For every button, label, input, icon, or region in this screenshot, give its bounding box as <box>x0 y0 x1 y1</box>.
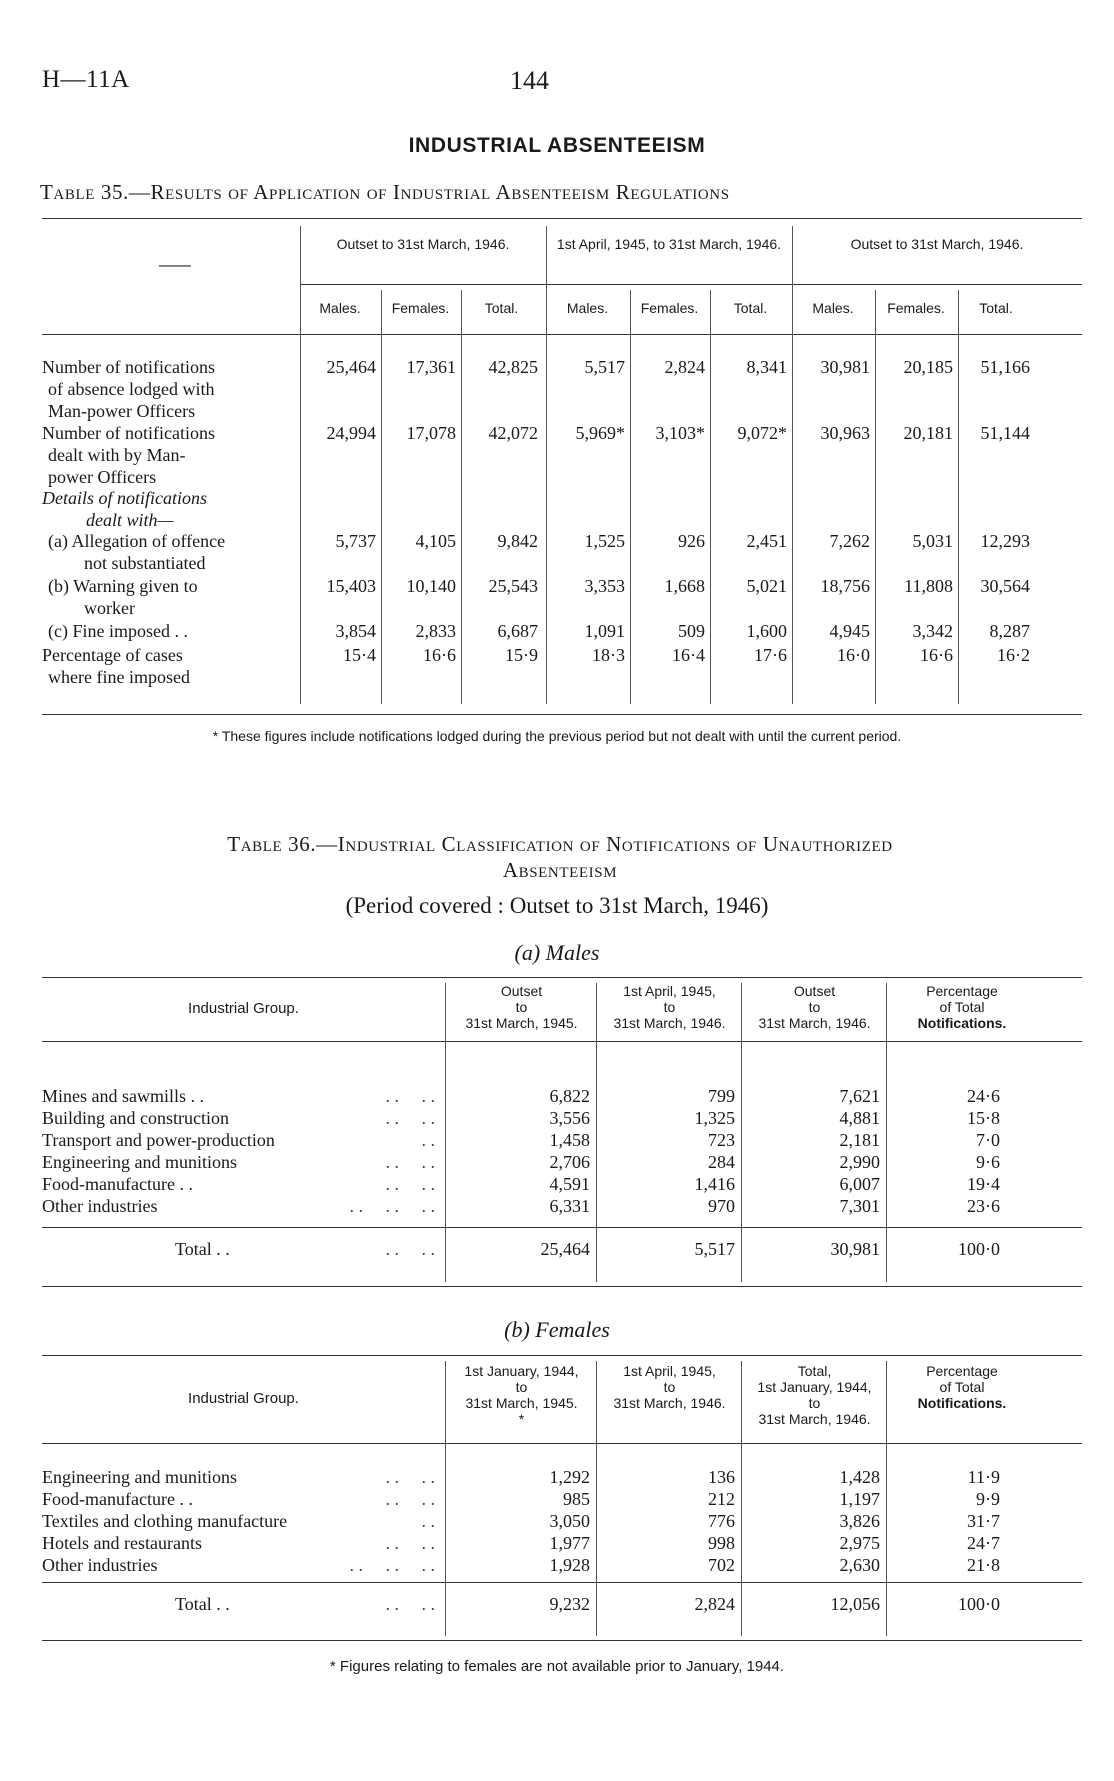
table-cell: 2,706 <box>549 1152 590 1172</box>
total-cell: 25,464 <box>540 1239 590 1259</box>
column-header <box>886 1363 1038 1411</box>
row-label: Other industries <box>42 1555 158 1575</box>
table-total-rule <box>42 1582 1082 1583</box>
table-cell: 702 <box>708 1555 735 1575</box>
column-header-line: Total, <box>797 1363 832 1379</box>
table-35-row-label: where fine imposed <box>48 667 190 687</box>
table-35-subcolumn-header: Females. <box>887 300 945 316</box>
table-35-cell: 6,687 <box>497 621 538 641</box>
column-header <box>445 1363 598 1427</box>
table-35-cell: 24,994 <box>326 423 376 443</box>
table-35-cell: 51,144 <box>980 423 1030 443</box>
column-header-line: 31st March, 1945. <box>465 1015 578 1031</box>
table-35-cell: 18·3 <box>592 645 625 665</box>
table-35-cell: 1,668 <box>664 576 705 596</box>
table-35-group-header: 1st April, 1945, to 31st March, 1946. <box>556 236 782 252</box>
table-36b-subtitle: (b) Females <box>504 1317 610 1342</box>
table-35-cell: 42,825 <box>488 357 538 377</box>
total-cell: 9,232 <box>549 1594 590 1614</box>
row-leader-dots: . . . . <box>385 1086 435 1106</box>
table-35-cell: 8,341 <box>746 357 787 377</box>
column-header-line: Outset <box>793 983 836 999</box>
table-35-subcolumn-header: Females. <box>391 300 450 316</box>
table-35-cell: 12,293 <box>980 531 1030 551</box>
row-label: Food-manufacture . . <box>42 1174 193 1194</box>
column-header-line: 1st January, 1944, <box>464 1363 579 1379</box>
table-35-subcolumn-header: Males. <box>566 300 609 316</box>
total-label: Total . . <box>175 1594 230 1614</box>
table-cell: 723 <box>708 1130 735 1150</box>
table-35-row-label: dealt with by Man- <box>48 445 186 465</box>
table-35-cell: 18,756 <box>820 576 870 596</box>
table-35-group-header: Outset to 31st March, 1946. <box>850 236 1024 252</box>
table-cell: 7,621 <box>839 1086 880 1106</box>
row-leader-dots: . . . . <box>385 1489 435 1509</box>
row-leader-dots: . . <box>421 1511 435 1531</box>
table-cell: 799 <box>708 1086 735 1106</box>
total-cell: 5,517 <box>694 1239 735 1259</box>
table-total-rule <box>42 1227 1082 1228</box>
table-35-cell: 17,361 <box>406 357 456 377</box>
table-cell: 15·8 <box>967 1108 1000 1128</box>
column-header-line: 31st March, 1946. <box>758 1015 871 1031</box>
row-leader-dots: . . . . <box>385 1152 435 1172</box>
table-35-row-label: (a) Allegation of offence <box>48 531 226 551</box>
table-35-cell: 4,105 <box>415 531 456 551</box>
table-35-row-label: Man-power Officers <box>48 401 196 421</box>
total-cell: 2,824 <box>694 1594 735 1614</box>
table-top-rule <box>42 977 1082 978</box>
row-leader-dots: . . . . <box>385 1467 435 1487</box>
table-35-cell: 25,543 <box>488 576 538 596</box>
column-header-line: Percentage <box>926 1363 998 1379</box>
total-leader-dots: . . . . <box>385 1239 435 1259</box>
table-35-cell: 3,103* <box>655 423 705 443</box>
table-cell: 2,975 <box>839 1533 880 1553</box>
table-35-cell: 9,842 <box>497 531 538 551</box>
table-35-row-label: Number of notifications <box>42 357 215 377</box>
row-label: Transport and power-production <box>42 1130 275 1150</box>
table-35-cell: 2,833 <box>415 621 456 641</box>
table-cell: 6,331 <box>549 1196 590 1216</box>
table-35-footnote: * These figures include notifications lodged during the previous period but not dealt with until the current period. <box>212 728 902 744</box>
table-cell: 136 <box>708 1467 735 1487</box>
table-35-row-label: Details of notifications <box>42 488 207 508</box>
table-35-cell: 16·4 <box>672 645 705 665</box>
table-36-title-line-1: Table 36.—Industrial Classification of Notifications of Unauthorized <box>227 832 893 856</box>
table-cell: 212 <box>708 1489 735 1509</box>
section-title: INDUSTRIAL ABSENTEEISM <box>408 134 706 157</box>
column-header-line: of Total <box>939 999 985 1015</box>
table-35-header-rule <box>42 334 1082 335</box>
column-header-line: 1st January, 1944, <box>757 1379 872 1395</box>
table-35-cell: 5,021 <box>746 576 787 596</box>
table-36-title-line-2: Absenteeism <box>502 858 618 882</box>
column-header <box>886 983 1038 1031</box>
table-bottom-rule <box>42 1286 1082 1287</box>
table-top-rule <box>42 1355 1082 1356</box>
table-35-row-label: (c) Fine imposed . . <box>48 621 188 641</box>
table-35-cell: 20,185 <box>903 357 953 377</box>
table-cell: 284 <box>708 1152 735 1172</box>
column-header-line: of Total <box>939 1379 985 1395</box>
table-35-cell: 1,091 <box>584 621 625 641</box>
table-cell: 3,826 <box>839 1511 880 1531</box>
table-cell: 6,822 <box>549 1086 590 1106</box>
table-cell: 31·7 <box>967 1511 1000 1531</box>
column-header <box>445 983 598 1031</box>
table-35-row-label: worker <box>84 598 135 618</box>
table-cell: 6,007 <box>839 1174 880 1194</box>
table-cell: 985 <box>563 1489 590 1509</box>
table-cell: 7·0 <box>976 1130 1000 1150</box>
column-header-line: 31st March, 1946. <box>613 1015 726 1031</box>
column-header <box>596 1363 743 1411</box>
row-label: Food-manufacture . . <box>42 1489 193 1509</box>
page-number: 144 <box>510 66 549 95</box>
table-35-cell: 9,072* <box>737 423 787 443</box>
table-35-subcolumn-header: Total. <box>484 300 519 316</box>
table-35-cell: 1,525 <box>584 531 625 551</box>
table-cell: 24·6 <box>967 1086 1000 1106</box>
table-cell: 9·9 <box>976 1489 1000 1509</box>
table-35-subcolumn-header: Total. <box>979 300 1013 316</box>
table-35-cell: 16·2 <box>997 645 1030 665</box>
table-cell: 7,301 <box>839 1196 880 1216</box>
table-35-cell: 17·6 <box>754 645 787 665</box>
table-35-subcolumn-header: Total. <box>733 300 768 316</box>
column-header-line: to <box>663 999 676 1015</box>
column-header-line: to <box>808 1395 821 1411</box>
row-label: Textiles and clothing manufacture <box>42 1511 288 1531</box>
table-cell: 3,050 <box>549 1511 590 1531</box>
table-35-cell: 30,981 <box>820 357 870 377</box>
column-header-line: Notifications. <box>917 1015 1007 1031</box>
column-header-line: Percentage <box>926 983 998 999</box>
column-header-line: Notifications. <box>917 1395 1007 1411</box>
row-leader-dots: . . . . <box>385 1108 435 1128</box>
table-cell: 21·8 <box>967 1555 1000 1575</box>
total-cell: 30,981 <box>830 1239 880 1259</box>
table-35-group-header: Outset to 31st March, 1946. <box>336 236 510 252</box>
table-35-subcolumn-header: Males. <box>812 300 854 316</box>
column-header-line: 31st March, 1945. <box>465 1395 578 1411</box>
table-35-cell: 5,969* <box>575 423 625 443</box>
column-header <box>741 1363 888 1427</box>
table-35-row-label: not substantiated <box>84 553 206 573</box>
table-35-cell: 926 <box>678 531 705 551</box>
table-cell: 2,630 <box>839 1555 880 1575</box>
total-label: Total . . <box>175 1239 230 1259</box>
column-header-line: 31st March, 1946. <box>758 1411 871 1427</box>
table-cell: 2,181 <box>839 1130 880 1150</box>
table-35-cell: 10,140 <box>406 576 456 596</box>
table-35-row-label: (b) Warning given to <box>48 576 198 596</box>
table-35-cell: 5,031 <box>912 531 953 551</box>
table-35-cell: 15,403 <box>326 576 376 596</box>
table-35-cell: 16·0 <box>837 645 870 665</box>
table-35-cell: 2,824 <box>664 357 705 377</box>
table-cell: 4,591 <box>549 1174 590 1194</box>
table-cell: 11·9 <box>967 1467 1000 1487</box>
table-cell: 9·6 <box>976 1152 1000 1172</box>
row-label: Engineering and munitions <box>42 1467 237 1487</box>
table-cell: 1,977 <box>549 1533 590 1553</box>
column-header <box>596 983 743 1031</box>
table-35-cell: 3,854 <box>335 621 376 641</box>
row-label: Other industries <box>42 1196 158 1216</box>
table-35-cell: 42,072 <box>488 423 538 443</box>
row-label: Hotels and restaurants <box>42 1533 202 1553</box>
table-35-cell: 7,262 <box>829 531 870 551</box>
column-header-line: * <box>518 1411 525 1427</box>
table-35-subcolumn-header: Females. <box>640 300 699 316</box>
table-36a-subtitle: (a) Males <box>514 940 600 965</box>
row-leader-dots: . . . . . . <box>349 1196 435 1216</box>
document-reference: H—11A <box>42 66 130 93</box>
column-header-line: 1st April, 1945, <box>623 983 716 999</box>
table-35-cell: 3,353 <box>584 576 625 596</box>
table-cell: 1,325 <box>694 1108 735 1128</box>
total-cell: 12,056 <box>830 1594 880 1614</box>
table-cell: 3,556 <box>549 1108 590 1128</box>
table-36-title <box>40 831 1080 883</box>
column-header <box>741 983 888 1031</box>
column-header-line: to <box>515 999 528 1015</box>
table-35-cell: 1,600 <box>746 621 787 641</box>
table-35-cell: 30,564 <box>980 576 1030 596</box>
table-35-cell: 20,181 <box>903 423 953 443</box>
table-35-cell: 30,963 <box>820 423 870 443</box>
table-35-row-label: power Officers <box>48 467 157 487</box>
column-header-industrial-group: Industrial Group. <box>188 1000 299 1017</box>
table-35-subcolumn-header: Males. <box>319 300 361 316</box>
table-35-bottom-rule <box>42 714 1082 715</box>
column-header-line: to <box>808 999 821 1015</box>
table-35-row-label: Percentage of cases <box>42 645 183 665</box>
table-cell: 1,458 <box>549 1130 590 1150</box>
table-cell: 24·7 <box>967 1533 1000 1553</box>
table-35-cell: 5,517 <box>584 357 625 377</box>
table-cell: 1,292 <box>549 1467 590 1487</box>
table-36-period: (Period covered : Outset to 31st March, 1946) <box>345 893 769 918</box>
table-35-cell: 16·6 <box>920 645 953 665</box>
table-35-top-rule <box>42 218 1082 219</box>
table-35-cell: 51,166 <box>980 357 1030 377</box>
table-cell: 1,428 <box>839 1467 880 1487</box>
table-35-cell: 3,342 <box>912 621 953 641</box>
column-header-line: to <box>663 1379 676 1395</box>
table-35-cell: 25,464 <box>326 357 376 377</box>
table-header-rule <box>42 1443 1082 1444</box>
table-35-cell: 509 <box>678 621 705 641</box>
table-35-cell: 5,737 <box>335 531 376 551</box>
table-35-row-label: Number of notifications <box>42 423 215 443</box>
column-header-line: Outset <box>500 983 543 999</box>
table-35-cell: 8,287 <box>989 621 1030 641</box>
row-label: Engineering and munitions <box>42 1152 237 1172</box>
row-label: Mines and sawmills . . <box>42 1086 204 1106</box>
table-cell: 1,416 <box>694 1174 735 1194</box>
table-35-corner: —— <box>159 257 191 274</box>
table-cell: 1,197 <box>839 1489 880 1509</box>
table-35-group-rule <box>300 284 1082 285</box>
table-cell: 23·6 <box>967 1196 1000 1216</box>
total-cell: 100·0 <box>958 1594 1000 1614</box>
column-header-industrial-group: Industrial Group. <box>188 1390 299 1407</box>
table-cell: 970 <box>708 1196 735 1216</box>
column-header-line: 1st April, 1945, <box>623 1363 716 1379</box>
table-cell: 4,881 <box>839 1108 880 1128</box>
table-35-row-label: of absence lodged with <box>48 379 215 399</box>
column-header-line: 31st March, 1946. <box>613 1395 726 1411</box>
table-35-cell: 16·6 <box>423 645 456 665</box>
row-leader-dots: . . . . <box>385 1174 435 1194</box>
table-35-title: Table 35.—Results of Application of Industrial Absenteeism Regulations <box>40 180 730 204</box>
table-cell: 776 <box>708 1511 735 1531</box>
table-35-cell: 15·4 <box>343 645 376 665</box>
table-35-cell: 17,078 <box>406 423 456 443</box>
total-cell: 100·0 <box>958 1239 1000 1259</box>
row-leader-dots: . . <box>421 1130 435 1150</box>
table-cell: 19·4 <box>967 1174 1000 1194</box>
total-leader-dots: . . . . <box>385 1594 435 1614</box>
row-label: Building and construction <box>42 1108 229 1128</box>
table-35-row-label: dealt with— <box>86 510 174 530</box>
table-35-cell: 2,451 <box>746 531 787 551</box>
table-35-cell: 11,808 <box>904 576 953 596</box>
table-header-rule <box>42 1041 1082 1042</box>
row-leader-dots: . . . . . . <box>349 1555 435 1575</box>
table-cell: 998 <box>708 1533 735 1553</box>
table-35-cell: 15·9 <box>505 645 538 665</box>
table-cell: 2,990 <box>839 1152 880 1172</box>
table-cell: 1,928 <box>549 1555 590 1575</box>
table-bottom-rule <box>42 1640 1082 1641</box>
table-35-cell: 4,945 <box>829 621 870 641</box>
row-leader-dots: . . . . <box>385 1533 435 1553</box>
column-header-line: to <box>515 1379 528 1395</box>
table-36-footnote: * Figures relating to females are not available prior to January, 1944. <box>329 1658 785 1675</box>
